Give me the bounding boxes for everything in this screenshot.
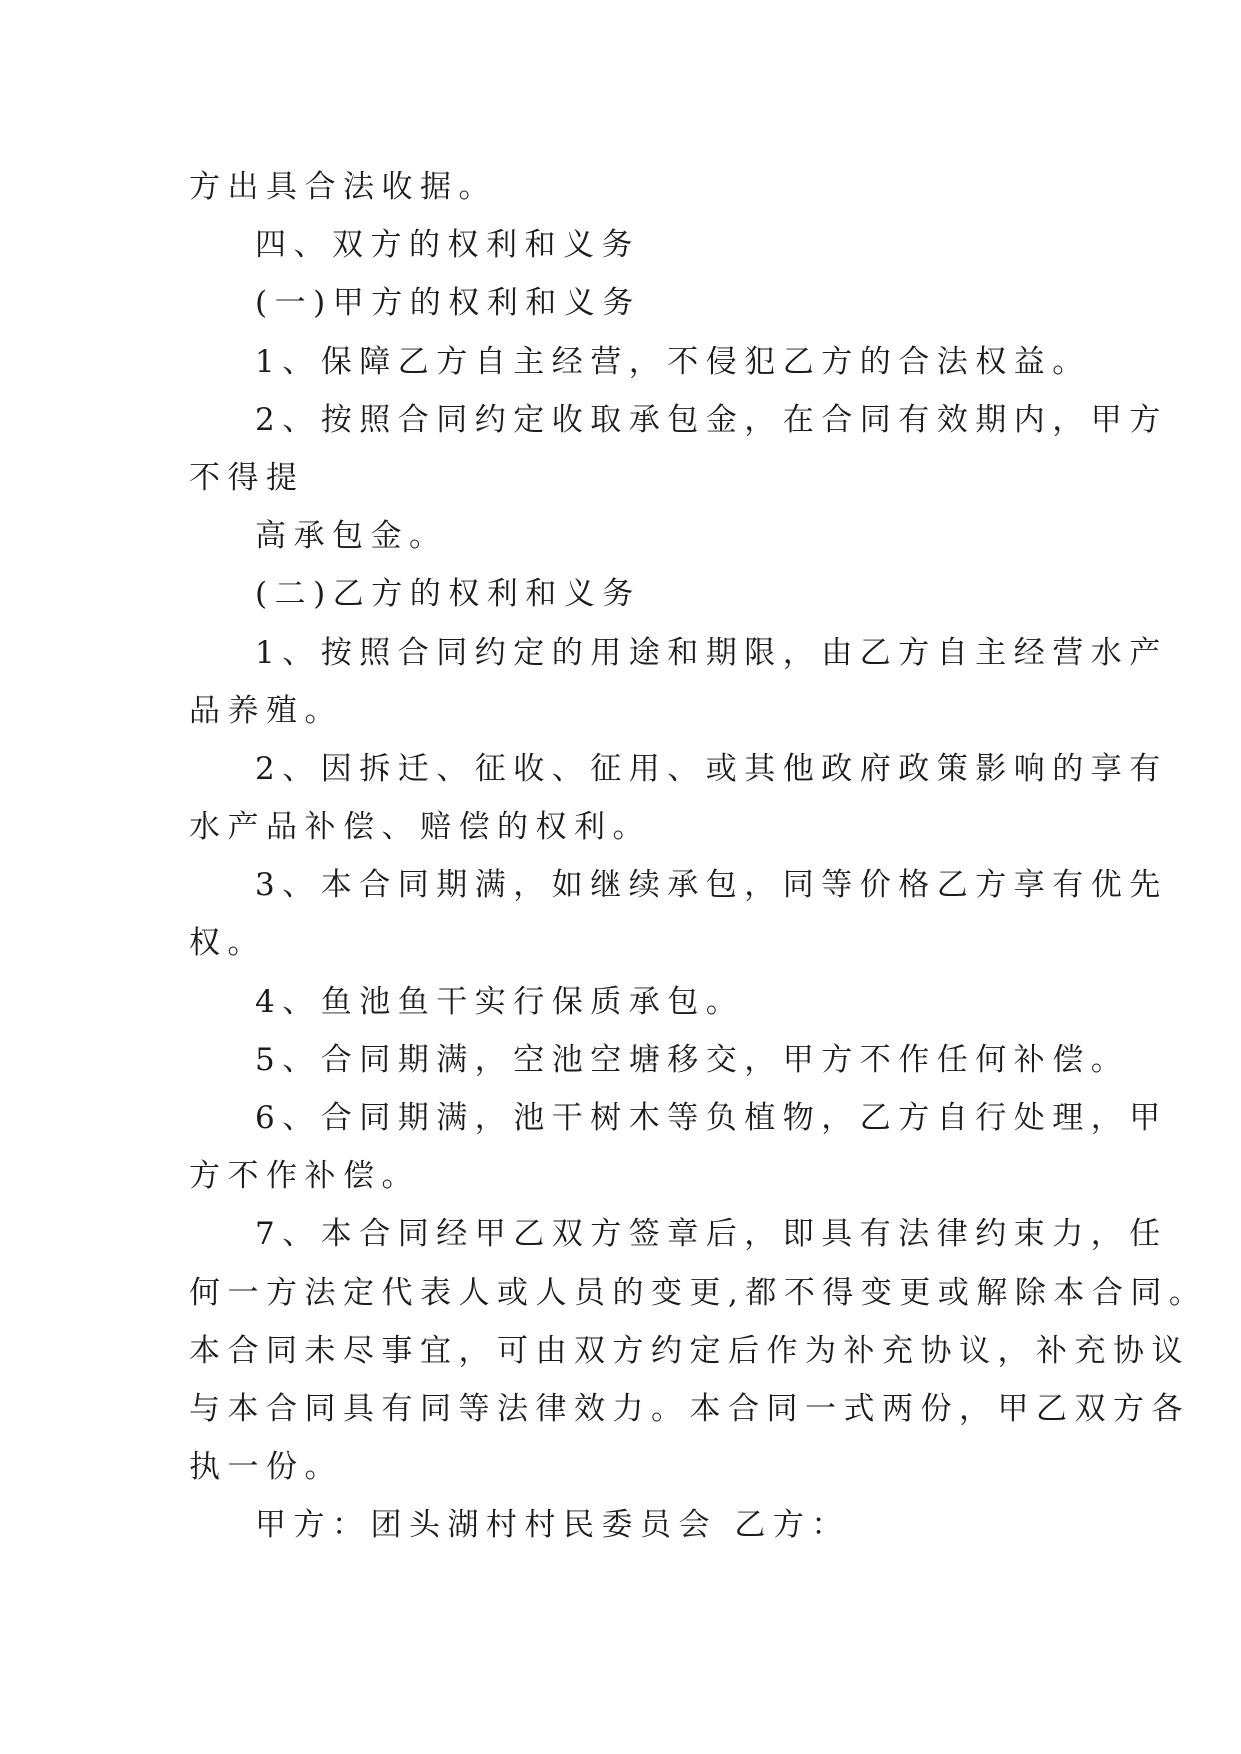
- text-line: 品养殖。: [189, 692, 343, 729]
- text-line: 方出具合法收据。: [189, 169, 497, 205]
- text-line: 2、因拆迁、征收、征用、或其他政府政策影响的享有: [255, 750, 1168, 787]
- text-line: 1、按照合同约定的用途和期限，由乙方自主经营水产: [255, 634, 1168, 671]
- text-line: 高承包金。: [255, 518, 448, 555]
- text-line: 2、按照合同约定收取承包金，在合同有效期内，甲方: [255, 401, 1168, 438]
- text-line: 权。: [189, 925, 266, 962]
- text-line: 1、保障乙方自主经营，不侵犯乙方的合法权益。: [255, 343, 1091, 380]
- text-line: 执一份。: [189, 1449, 343, 1486]
- signature-line: 甲方：团头湖村村民委员会 乙方：: [255, 1507, 850, 1544]
- text-line: 与本合同具有同等法律效力。本合同一式两份，甲乙双方各: [189, 1390, 1190, 1427]
- text-line: 水产品补偿、赔偿的权利。: [189, 809, 651, 846]
- text-line: 7、本合同经甲乙双方签章后，即具有法律约束力，任: [255, 1216, 1168, 1253]
- text-line: 何一方法定代表人或人员的变更,都不得变更或解除本合同。: [189, 1274, 1208, 1311]
- text-line: 4、鱼池鱼干实行保质承包。: [255, 983, 745, 1020]
- text-line: 不得提: [189, 459, 305, 496]
- text-line: 6、合同期满，池干树木等负植物，乙方自行处理，甲: [255, 1100, 1168, 1136]
- section-heading: 四、双方的权利和义务: [255, 227, 640, 264]
- text-line: 5、合同期满，空池空塘移交，甲方不作任何补偿。: [255, 1041, 1130, 1078]
- text-line: 方不作补偿。: [189, 1158, 420, 1195]
- text-line: 3、本合同期满，如继续承包，同等价格乙方享有优先: [255, 867, 1168, 904]
- text-line: 本合同未尽事宜，可由双方约定后作为补充协议，补充协议: [189, 1332, 1190, 1369]
- contract-body: [189, 158, 1208, 1555]
- subsection-heading: (二)乙方的权利和义务: [255, 576, 641, 613]
- subsection-heading: (一)甲方的权利和义务: [255, 285, 641, 322]
